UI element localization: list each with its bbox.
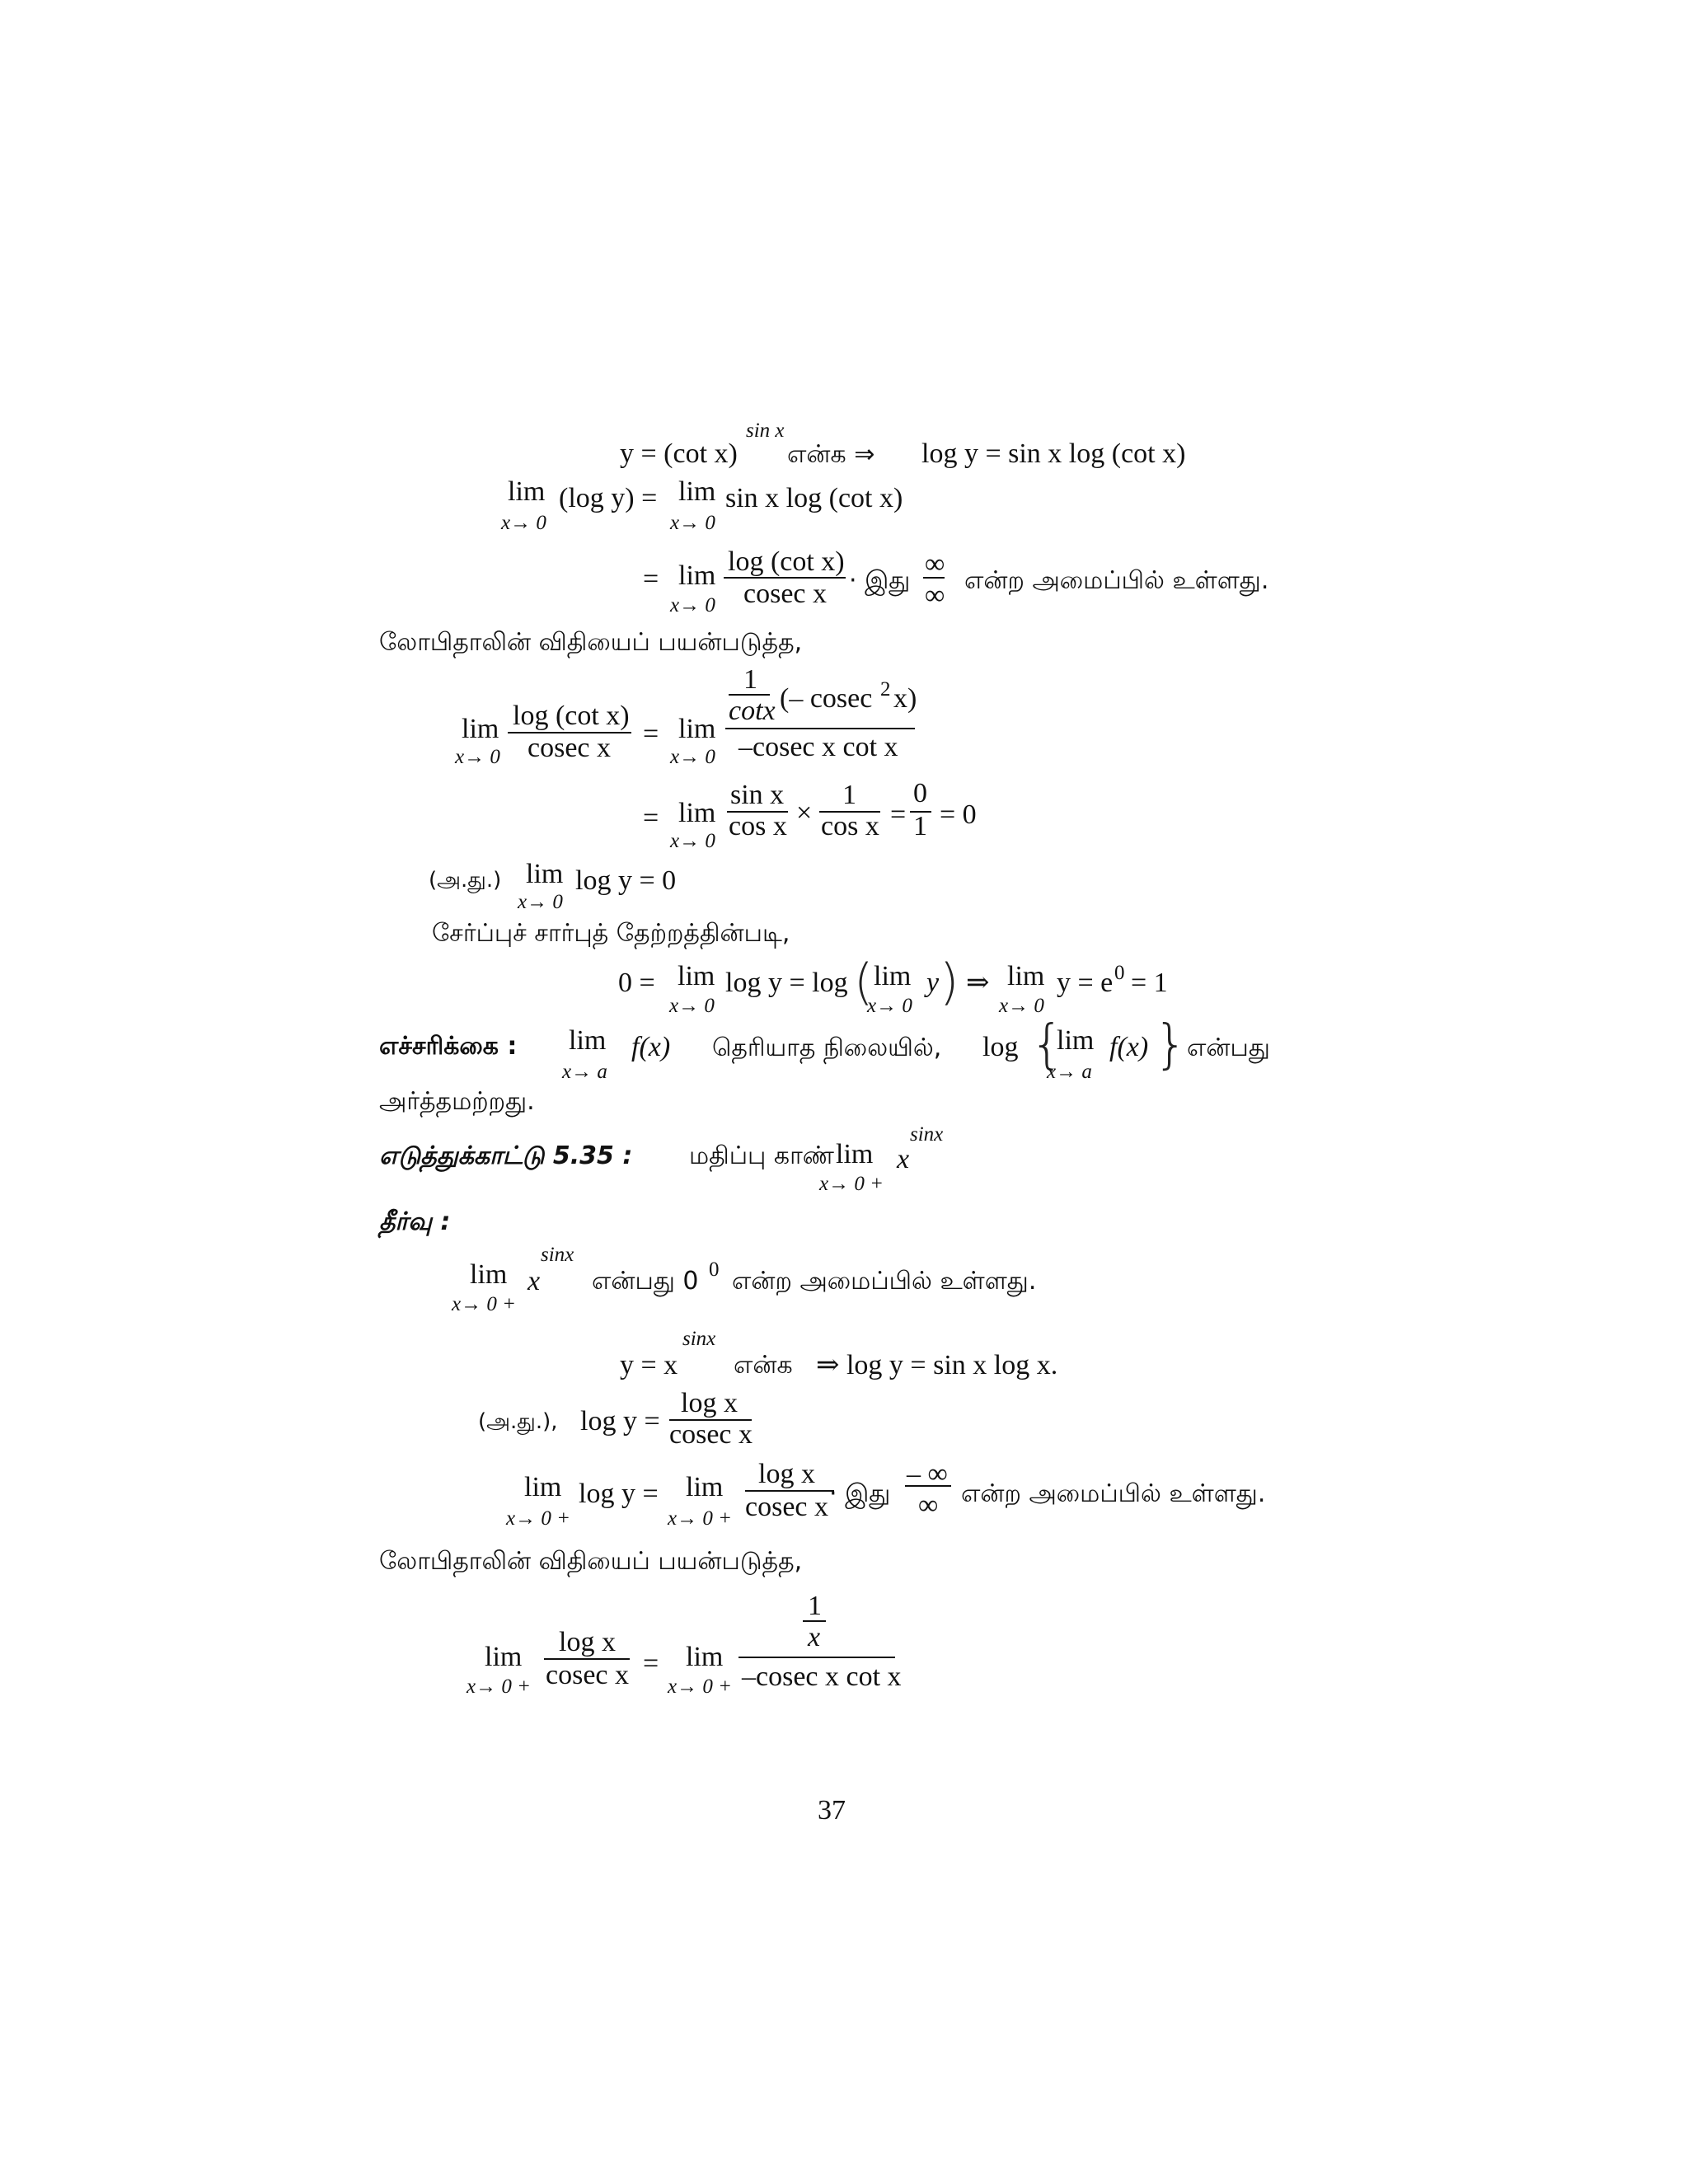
l1-word: என்க ⇒ — [787, 440, 875, 469]
l7-d: y = e — [1057, 968, 1114, 998]
l10-num: log x — [681, 1388, 738, 1418]
l3-fnum: ∞ — [925, 549, 945, 579]
l3-num: log (cot x) — [728, 546, 845, 577]
warn-fx2: f(x) — [1109, 1032, 1149, 1062]
l9-b: ⇒ log y = sin x log x. — [816, 1350, 1058, 1380]
l11-fnum: – ∞ — [907, 1459, 948, 1489]
lhopital-text-2: லோபிதாலின் விதியைப் பயன்படுத்த, — [379, 1547, 803, 1576]
l5-times: × — [796, 798, 813, 828]
l4-paren: (– cosec — [780, 683, 873, 714]
l11-fden: ∞ — [918, 1490, 939, 1521]
solution-label: தீர்வு : — [379, 1207, 451, 1236]
l5-eq2: = — [890, 799, 907, 830]
warning-label: எச்சரிக்கை : — [379, 1032, 518, 1061]
warn-text: தெரியாத நிலையில், — [712, 1033, 942, 1062]
l1-left: y = (cot x) — [620, 438, 738, 469]
l11-sub2: x→ 0 + — [668, 1507, 732, 1530]
l12-num: log x — [559, 1627, 616, 1657]
l9-a: y = x — [620, 1350, 678, 1380]
l3-sub: x→ 0 — [670, 594, 715, 616]
l11-tail: என்ற அமைப்பில் உள்ளது. — [961, 1479, 1266, 1508]
l5-n3: 0 — [913, 778, 927, 808]
warn-right-brace: } — [1154, 1015, 1188, 1076]
l4-lim2: lim — [678, 714, 716, 744]
l1-right: log y = sin x log (cot x) — [921, 438, 1186, 469]
l3-lim: lim — [678, 560, 716, 591]
l11-lim2: lim — [686, 1472, 724, 1502]
l7-right-paren: ) — [940, 954, 959, 1011]
ex-x: x — [897, 1144, 910, 1174]
l8-lim: lim — [470, 1259, 508, 1290]
l5-eq: = — [643, 803, 659, 833]
l4-cotx: cotx — [729, 696, 776, 726]
warn-sub2: x→ a — [1047, 1061, 1092, 1083]
l4-sub2: x→ 0 — [670, 746, 715, 768]
l8-text: என்பது 0 — [592, 1267, 699, 1296]
l10-den: cosec x — [669, 1419, 753, 1450]
l8-x: x — [528, 1266, 541, 1296]
l2-lim: lim — [508, 476, 546, 507]
example-text: மதிப்பு காண் — [689, 1141, 834, 1170]
l11-den: cosec x — [745, 1492, 829, 1522]
composite-theorem-text: சேர்ப்புச் சார்புத் தேற்றத்தின்படி, — [432, 919, 790, 948]
l11-sub: x→ 0 + — [506, 1507, 570, 1530]
l12-x: x — [808, 1622, 821, 1652]
warn-fx: f(x) — [631, 1032, 671, 1062]
l4-lim: lim — [462, 714, 499, 744]
l5-sub: x→ 0 — [670, 830, 715, 852]
l7-lim: lim — [678, 961, 715, 991]
l8-zero: 0 — [709, 1258, 720, 1281]
l5-res: = 0 — [940, 799, 977, 830]
l4-eq: = — [643, 719, 659, 749]
l4-one: 1 — [743, 664, 757, 695]
l1-sup: sin x — [746, 419, 785, 442]
l7-sub3: x→ 0 — [999, 995, 1044, 1017]
l9-sup: sinx — [682, 1328, 716, 1350]
l5-d1: cos x — [729, 811, 787, 841]
warn-sub: x→ a — [562, 1061, 607, 1083]
l11-a: log y = — [579, 1479, 659, 1509]
l11-lim: lim — [524, 1472, 562, 1502]
warn-lim2: lim — [1057, 1025, 1095, 1056]
l2-sub: x→ 0 — [501, 512, 546, 534]
example-label: எடுத்துக்காட்டு 5.35 : — [379, 1141, 633, 1170]
l3-mid: · இது — [849, 566, 911, 595]
l3-den: cosec x — [743, 579, 828, 609]
l10-word: (அ.து.), — [478, 1409, 558, 1434]
l12-sub2: x→ 0 + — [668, 1675, 732, 1698]
l7-left-paren: ( — [854, 954, 874, 1011]
lhopital-text-1: லோபிதாலின் விதியைப் பயன்படுத்த, — [379, 628, 803, 657]
l7-sub: x→ 0 — [669, 995, 715, 1017]
l12-main-bar — [738, 1657, 895, 1658]
l11-num: log x — [758, 1459, 815, 1489]
l10-a: log y = — [580, 1406, 660, 1436]
l7-e: = 1 — [1131, 968, 1168, 998]
l12-lim2: lim — [686, 1642, 724, 1672]
l7-y: y — [926, 968, 940, 998]
l4-den: cosec x — [528, 733, 612, 763]
l5-n1: sin x — [730, 780, 785, 810]
l6-lim: lim — [526, 859, 564, 889]
l3-fden: ∞ — [925, 580, 945, 611]
l6-rest: log y = 0 — [575, 865, 677, 896]
l4-sq: 2 — [880, 678, 891, 701]
l3-indet-bar — [923, 577, 945, 579]
warn-tail: என்பது — [1187, 1033, 1270, 1062]
l4-main-bar — [725, 728, 915, 729]
l4-num: log (cot x) — [513, 701, 630, 731]
l7-lim3: lim — [1007, 961, 1045, 991]
l5-d2: cos x — [821, 811, 879, 841]
ex-lim: lim — [836, 1139, 874, 1169]
warn-lim: lim — [569, 1025, 607, 1056]
l12-den2: –cosec x cot x — [742, 1661, 902, 1692]
l12-lim: lim — [485, 1642, 523, 1672]
l6-word: (அ.து.) — [429, 868, 502, 893]
ex-sup: sinx — [910, 1123, 944, 1146]
l7-a: 0 = — [618, 968, 655, 998]
l8-sup: sinx — [541, 1244, 574, 1266]
l4-parenend: x) — [893, 683, 917, 714]
l7-e0: 0 — [1114, 962, 1125, 984]
l9-word: என்க — [734, 1351, 793, 1380]
l7-c: ⇒ — [966, 968, 990, 998]
l7-lim2: lim — [874, 961, 912, 991]
l5-n2: 1 — [842, 780, 856, 810]
l8-tail: என்ற அமைப்பில் உள்ளது. — [732, 1267, 1037, 1296]
l7-b: log y = log — [725, 968, 848, 998]
l11-mid: · இது — [829, 1479, 891, 1508]
page-number: 37 — [818, 1795, 846, 1825]
l12-one: 1 — [808, 1591, 822, 1621]
l5-d3: 1 — [913, 811, 927, 841]
l3-tail: என்ற அமைப்பில் உள்ளது. — [964, 566, 1269, 595]
l2-rhs: sin x log (cot x) — [725, 483, 903, 513]
l8-sub: x→ 0 + — [452, 1293, 516, 1315]
l2-sub2: x→ 0 — [670, 512, 715, 534]
l12-den: cosec x — [546, 1660, 630, 1690]
l7-sub2: x→ 0 — [867, 995, 912, 1017]
warn-line2: அர்த்தமற்றது. — [379, 1087, 535, 1116]
l2-lim2: lim — [678, 476, 716, 507]
ex-sub: x→ 0 + — [819, 1173, 884, 1195]
l4-den2: –cosec x cot x — [738, 732, 898, 762]
warn-log: log — [982, 1032, 1019, 1062]
l12-sub: x→ 0 + — [467, 1675, 531, 1698]
l12-eq: = — [643, 1648, 659, 1679]
l3-eq: = — [643, 564, 659, 594]
l5-lim: lim — [678, 798, 716, 828]
l2-lhs: (log y) = — [559, 483, 658, 513]
l4-sub: x→ 0 — [455, 746, 500, 768]
l6-sub: x→ 0 — [518, 891, 563, 913]
warn-left-brace: { — [1030, 1015, 1064, 1076]
l11-indet-bar — [905, 1485, 951, 1487]
